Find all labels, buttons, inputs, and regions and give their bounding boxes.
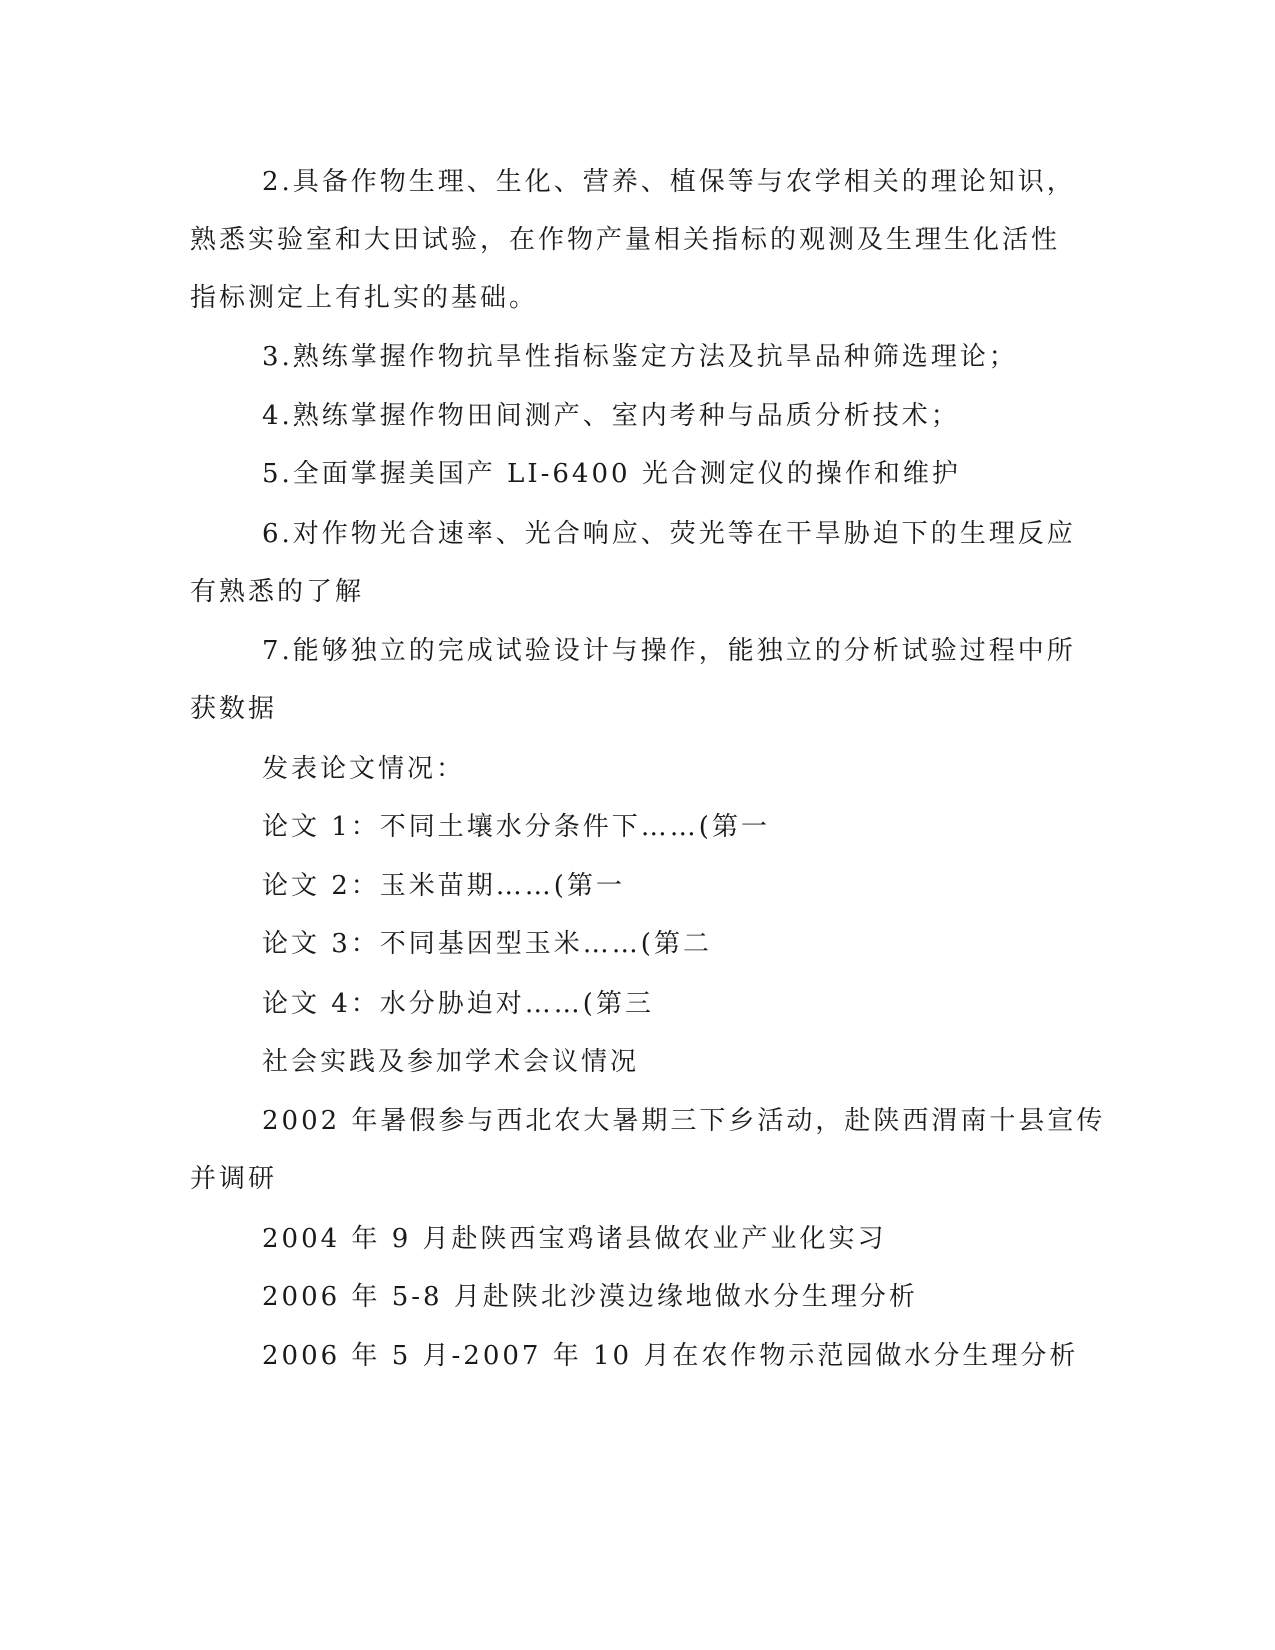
text-line: 2004 年 9 月赴陕西宝鸡诸县做农业产业化实习 bbox=[262, 1224, 887, 1254]
text-line: 7.能够独立的完成试验设计与操作，能独立的分析试验过程中所 bbox=[262, 636, 1076, 666]
text-line: 指标测定上有扎实的基础。 bbox=[190, 283, 539, 313]
text-line: 3.熟练掌握作物抗旱性指标鉴定方法及抗旱品种筛选理论； bbox=[262, 342, 1018, 372]
section-heading: 社会实践及参加学术会议情况 bbox=[262, 1047, 640, 1077]
text-line: 6.对作物光合速率、光合响应、荧光等在干旱胁迫下的生理反应 bbox=[262, 519, 1076, 549]
text-line: 论文 2：玉米苗期……(第一 bbox=[262, 871, 625, 901]
text-line: 并调研 bbox=[190, 1164, 278, 1194]
text-line: 4.熟练掌握作物田间测产、室内考种与品质分析技术； bbox=[262, 401, 960, 431]
text-line: 熟悉实验室和大田试验，在作物产量相关指标的观测及生理生化活性 bbox=[190, 225, 1061, 255]
text-line: 5.全面掌握美国产 LI-6400 光合测定仪的操作和维护 bbox=[262, 459, 961, 489]
text-line: 2.具备作物生理、生化、营养、植保等与农学相关的理论知识， bbox=[262, 167, 1076, 197]
text-line: 论文 3：不同基因型玉米……(第二 bbox=[262, 929, 712, 959]
text-line: 论文 1：不同土壤水分条件下……(第一 bbox=[262, 812, 770, 842]
text-line: 有熟悉的了解 bbox=[190, 577, 365, 607]
section-heading: 发表论文情况： bbox=[262, 754, 466, 784]
text-line: 获数据 bbox=[190, 694, 278, 724]
text-line: 2006 年 5 月-2007 年 10 月在农作物示范园做水分生理分析 bbox=[262, 1341, 1079, 1371]
text-line: 论文 4：水分胁迫对……(第三 bbox=[262, 989, 654, 1019]
text-line: 2006 年 5-8 月赴陕北沙漠边缘地做水分生理分析 bbox=[262, 1282, 918, 1312]
text-line: 2002 年暑假参与西北农大暑期三下乡活动，赴陕西渭南十县宣传 bbox=[262, 1106, 1106, 1136]
